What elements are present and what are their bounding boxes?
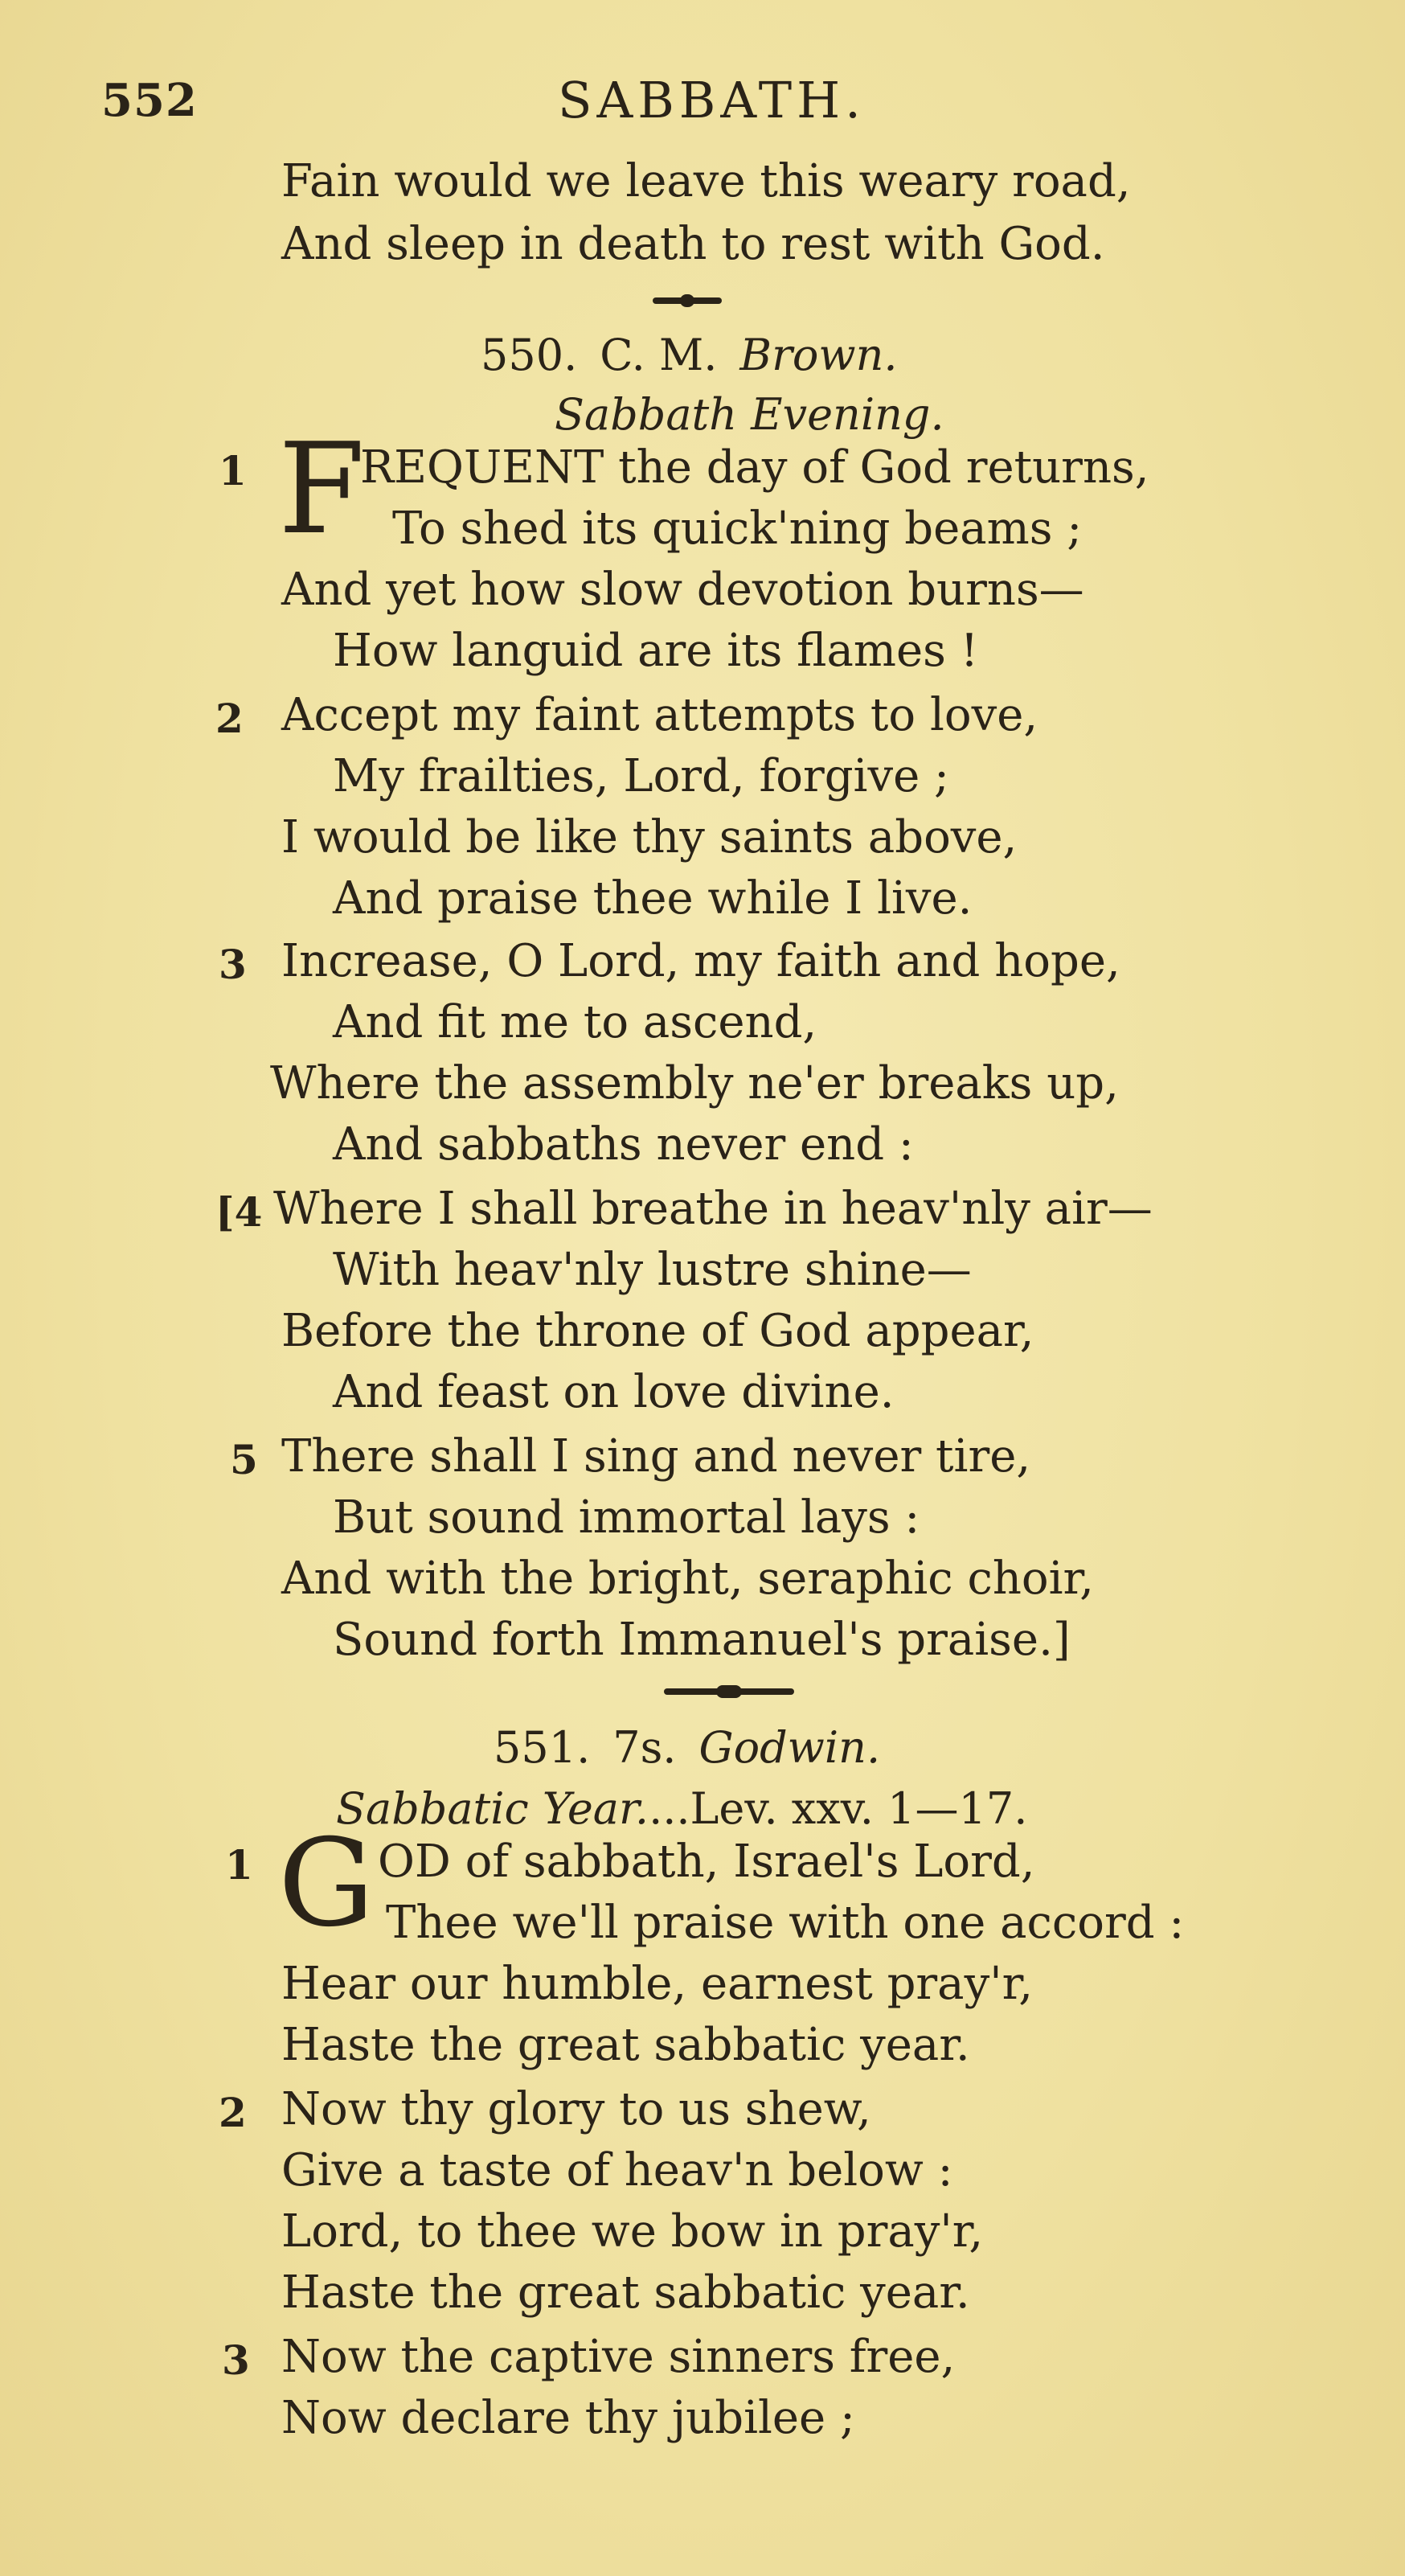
- hymn-550-verse-2-line-1: Accept my faint attempts to love,: [281, 689, 1038, 741]
- hymn-550-verse-3-line-3: Where the assembly ne'er breaks up,: [270, 1057, 1119, 1110]
- hymn-551-header: [494, 1722, 880, 1773]
- hymn-551-verse-1-line-4: Haste the great sabbatic year.: [281, 2019, 970, 2071]
- hymn-550-verse-1-number: 1: [219, 447, 247, 494]
- hymn-550-verse-4-line-1: Where I shall breathe in heav'nly air—: [273, 1183, 1153, 1235]
- hymn-551-verse-2-line-2: Give a taste of heav'n below :: [281, 2144, 953, 2197]
- hymn-550-drop-cap: F: [278, 416, 366, 562]
- hymn-550-verse-4-line-3: Before the throne of God appear,: [281, 1305, 1034, 1357]
- hymn-550-verse-1-line-3: And yet how slow devotion burns—: [281, 564, 1084, 616]
- hymn-550-verse-5-line-1: There shall I sing and never tire,: [281, 1430, 1031, 1483]
- hymn-550-verse-4-number: [4: [215, 1188, 263, 1236]
- carryover-line-1: Fain would we leave this weary road,: [281, 155, 1131, 207]
- hymn-551-verse-3-number: 3: [222, 2336, 250, 2384]
- hymn-550-verse-2-line-2: My frailties, Lord, forgive ;: [333, 750, 949, 802]
- hymn-550-verse-5-number: 5: [230, 1436, 258, 1483]
- hymn-551-verse-1-number: 1: [225, 1841, 253, 1889]
- hymn-550-verse-3-number: 3: [219, 941, 247, 988]
- hymn-551-subtitle: Sabbatic Year.: [336, 1783, 649, 1834]
- hymn-550-verse-1-line-1: REQUENT the day of God returns,: [360, 441, 1149, 494]
- hymn-551-number: 551.: [494, 1722, 591, 1773]
- hymn-551-verse-3-line-2: Now declare thy jubilee ;: [281, 2392, 855, 2444]
- hymn-550-number: 550.: [481, 330, 578, 380]
- hymn-550-meter: C. M.: [600, 330, 718, 380]
- hymn-550-verse-1-line-2: To shed its quick'ning beams ;: [392, 502, 1083, 555]
- hymn-550-verse-5-line-3: And with the bright, seraphic choir,: [281, 1553, 1094, 1605]
- hymn-550-subtitle: Sabbath Evening.: [555, 389, 944, 440]
- hymn-550-verse-2-line-4: And praise thee while I live.: [333, 872, 973, 925]
- hymn-550-verse-5-line-4: Sound forth Immanuel's praise.]: [333, 1614, 1071, 1666]
- carryover-line-2: And sleep in death to rest with God.: [281, 218, 1105, 270]
- hymn-551-drop-cap: G: [278, 1814, 375, 1954]
- hymn-550-verse-3-line-1: Increase, O Lord, my faith and hope,: [281, 935, 1120, 987]
- hymn-551-tune: Godwin.: [698, 1722, 881, 1773]
- hymn-551-verse-2-number: 2: [219, 2089, 247, 2136]
- hymn-550-verse-1-line-4: How languid are its flames !: [333, 625, 979, 677]
- hymn-551-verse-3-line-1: Now the captive sinners free,: [281, 2331, 956, 2383]
- divider-ornament: [664, 1688, 794, 1695]
- hymn-551-verse-1-line-3: Hear our humble, earnest pray'r,: [281, 1958, 1034, 2010]
- hymn-551-subtitle-line: [336, 1783, 1027, 1834]
- page-number: 552: [101, 74, 198, 127]
- hymn-550-verse-3-line-4: And sabbaths never end :: [333, 1118, 914, 1171]
- hymn-551-verse-2-line-4: Haste the great sabbatic year.: [281, 2266, 970, 2319]
- hymn-550-verse-2-number: 2: [215, 695, 244, 742]
- divider-ornament: [653, 297, 722, 304]
- running-head: SABBATH.: [558, 71, 866, 129]
- hymn-551-meter: 7s.: [612, 1722, 677, 1773]
- hymn-551-reference: ...Lev. xxv. 1—17.: [649, 1783, 1028, 1834]
- hymn-550-verse-3-line-2: And fit me to ascend,: [333, 996, 817, 1048]
- hymn-551-verse-2-line-3: Lord, to thee we bow in pray'r,: [281, 2205, 984, 2258]
- hymn-550-verse-4-line-2: With heav'nly lustre shine—: [333, 1244, 972, 1296]
- hymn-550-tune: Brown.: [739, 330, 898, 380]
- hymn-550-verse-2-line-3: I would be like thy saints above,: [281, 811, 1018, 863]
- hymn-551-verse-1-line-1: OD of sabbath, Israel's Lord,: [378, 1836, 1035, 1888]
- hymn-550-verse-4-line-4: And feast on love divine.: [333, 1366, 895, 1418]
- hymn-551-verse-1-line-2: Thee we'll praise with one accord :: [386, 1897, 1185, 1949]
- hymn-550-verse-5-line-2: But sound immortal lays :: [333, 1491, 920, 1544]
- hymn-551-verse-2-line-1: Now thy glory to us shew,: [281, 2083, 871, 2135]
- hymn-550-header: [481, 330, 898, 380]
